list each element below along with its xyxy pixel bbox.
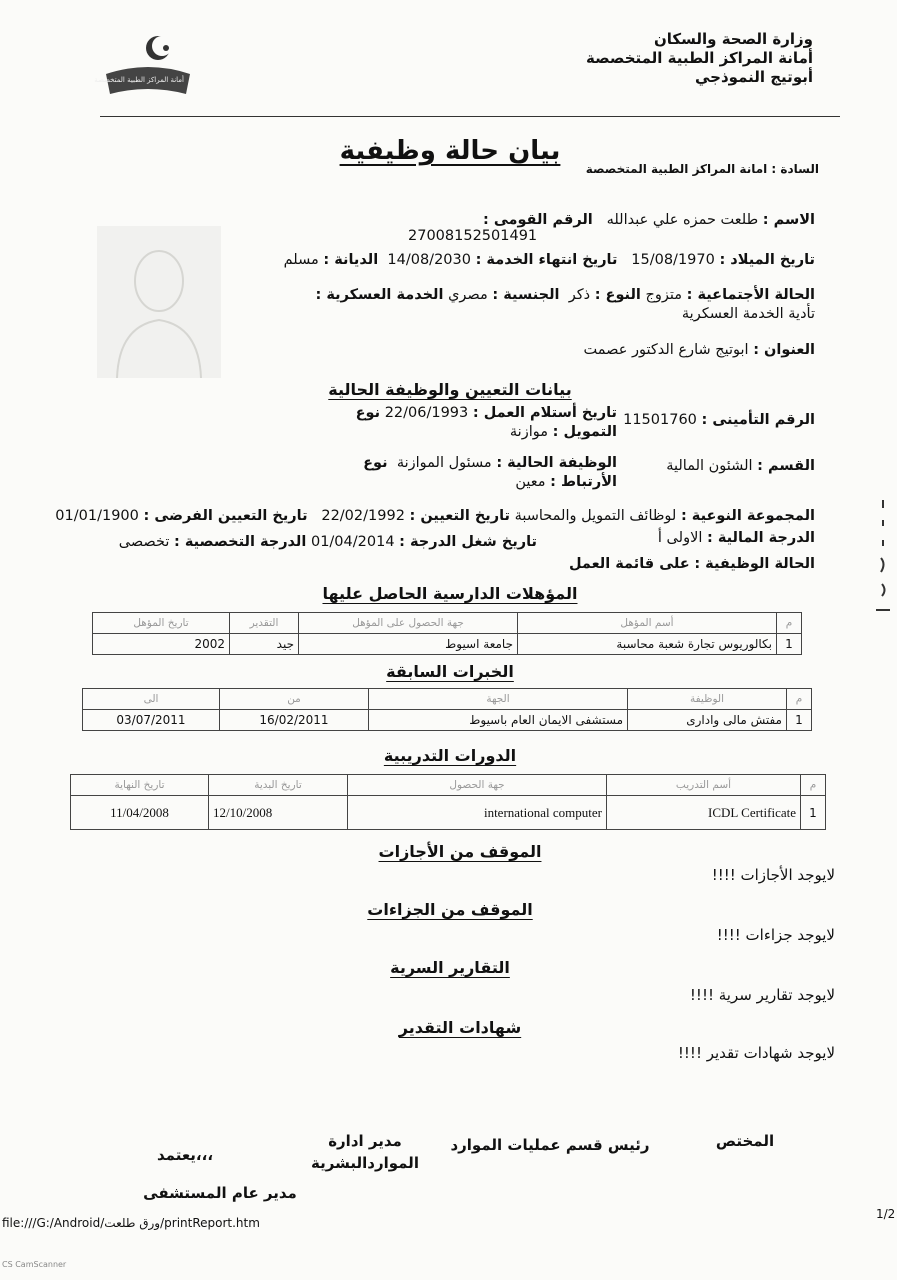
job-status: على قائمة العمل (568, 556, 690, 572)
dept-line (666, 458, 815, 474)
ministry-logo (94, 30, 196, 102)
experience-from: 16/02/2011 (220, 710, 369, 731)
service-end-label: تاريخ انتهاء الخدمة : (475, 252, 618, 268)
grade-line (658, 530, 815, 546)
leaves-title: الموقف من الأجازات (378, 842, 542, 861)
ministry-line: وزارة الصحة والسكان (653, 30, 813, 48)
penalties-title: الموقف من الجزاءات (367, 900, 533, 919)
row-number: 1 (801, 796, 826, 830)
marital-label: الحالة الأجتماعية : (686, 287, 815, 303)
gender: ذكر (568, 287, 591, 303)
hospital-director-signature: مدير عام المستشفى (143, 1184, 297, 1202)
insurance-line (623, 412, 815, 428)
insurance-number: 11501760 (623, 412, 697, 428)
job-group: لوظائف التمويل والمحاسبة (514, 508, 677, 524)
employment-section-title: بيانات التعيين والوظيفة الحالية (328, 380, 572, 399)
department: الشئون المالية (666, 458, 753, 474)
birth-label: تاريخ الميلاد : (719, 252, 815, 268)
leaves-text: لايوجد الأجازات !!!! (711, 866, 835, 884)
grade-date-line (119, 534, 537, 550)
status-label: الحالة الوظيفية : (694, 556, 815, 572)
resources-head-signature: رئيس قسم عمليات الموارد (450, 1136, 650, 1154)
national-id: 27008152501491 (408, 228, 538, 244)
col-header: التقدير (230, 613, 299, 634)
training-title: الدورات التدريبية (383, 746, 517, 765)
crescent-logo-icon (94, 30, 196, 102)
specialist-signature: المختص (715, 1132, 775, 1150)
col-header: أسم المؤهل (518, 613, 777, 634)
funding-label: نوع التمويل : (355, 405, 617, 440)
nationality: مصري (448, 287, 488, 303)
experience-employer: مستشفى الايمان العام باسيوط (369, 710, 628, 731)
specialty-label: الدرجة التخصصية : (174, 534, 307, 550)
table-header-row (83, 689, 812, 710)
handwriting-mark-icon (872, 500, 894, 620)
certificates-text: لايوجد شهادات تقدير !!!! (677, 1044, 835, 1062)
military-label: الخدمة العسكرية : (315, 287, 444, 303)
qualification-date: 2002 (93, 634, 230, 655)
marital-status: متزوج (645, 287, 683, 303)
link-type: معين (515, 474, 546, 490)
name-line (483, 212, 815, 228)
gender-label: النوع : (594, 287, 641, 303)
employee-name: طلعت حمزه علي عبدالله (606, 212, 759, 228)
job-line (317, 454, 617, 492)
table-header-row (71, 775, 826, 796)
religion: مسلم (283, 252, 319, 268)
grade-label: الدرجة المالية : (706, 530, 815, 546)
col-header: تاريخ المؤهل (93, 613, 230, 634)
reports-text: لايوجد تقارير سرية !!!! (689, 986, 835, 1004)
document-title: بيان حالة وظيفية (339, 136, 561, 166)
start-label: تاريخ أستلام العمل : (472, 405, 617, 421)
ministry-header (453, 30, 813, 87)
experience-job: مفتش مالى وادارى (628, 710, 787, 731)
training-provider: international computer (348, 796, 607, 830)
birth-date: 15/08/1970 (631, 252, 715, 268)
hr-manager-line: المواردالبشرية (311, 1154, 419, 1172)
experience-title: الخبرات السابقة (386, 662, 514, 681)
appoint-label: تاريخ التعيين : (409, 508, 510, 524)
hr-manager-line: مدير ادارة (328, 1132, 402, 1150)
financial-grade: الاولى أ (657, 530, 703, 546)
qualifications-title: المؤهلات الدارسية الحاصل عليها (322, 584, 578, 603)
person-silhouette-icon (97, 226, 221, 378)
group-label: المجموعة النوعية : (680, 508, 815, 524)
training-table (70, 774, 826, 830)
military-status: تأدية الخدمة العسكرية (681, 306, 815, 322)
training-start: 12/10/2008 (209, 796, 348, 830)
col-header: جهة الحصول على المؤهل (299, 613, 518, 634)
experience-to: 03/07/2011 (83, 710, 220, 731)
address-label: العنوان : (753, 342, 815, 358)
file-path: file:///G:/Android/ورق طلعت/printReport.htm (2, 1216, 260, 1230)
col-header: من (220, 689, 369, 710)
address-line (584, 342, 815, 358)
page-number: 1/2 (876, 1207, 896, 1221)
reports-title: التقارير السرية (390, 958, 510, 977)
service-end-date: 14/08/2030 (387, 252, 471, 268)
col-header: تاريخ النهاية (71, 775, 209, 796)
grade-date-label: تاريخ شغل الدرجة : (399, 534, 537, 550)
training-end: 11/04/2008 (71, 796, 209, 830)
insurance-label: الرقم التأمينى : (701, 412, 815, 428)
hr-manager-signature (300, 1130, 430, 1174)
appoint-date: 22/02/1992 (321, 508, 405, 524)
scanner-watermark: CS CamScanner (2, 1260, 67, 1269)
address: ابوتيج شارع الدكتور عصمت (583, 342, 749, 358)
table-row (71, 796, 826, 830)
grade-date: 01/04/2014 (310, 534, 395, 550)
table-row (93, 634, 802, 655)
col-header: أسم التدريب (607, 775, 801, 796)
col-header: الوظيفة (628, 689, 787, 710)
margin-handwriting (872, 500, 894, 620)
nationality-label: الجنسية : (492, 287, 560, 303)
name-label: الاسم : (762, 212, 815, 228)
penalties-text: لايوجد جزاءات !!!! (716, 926, 835, 944)
qualification-source: جامعة اسيوط (299, 634, 518, 655)
col-header: الى (83, 689, 220, 710)
ministry-line: أمانة المراكز الطبية المتخصصة (586, 49, 813, 67)
job-label: الوظيفة الحالية : (496, 455, 617, 471)
group-line (55, 508, 815, 524)
certificates-title: شهادات التقدير (398, 1018, 522, 1037)
hypo-date: 01/01/1900 (55, 508, 139, 524)
row-number: 1 (777, 634, 802, 655)
row-number: 1 (787, 710, 812, 731)
current-job: مسئول الموازنة (396, 455, 492, 471)
dept-label: القسم : (757, 458, 815, 474)
experience-table (82, 688, 812, 731)
approval-label: يعتمد،،، (156, 1146, 214, 1164)
col-header: م (777, 613, 802, 634)
ministry-line: أبوتيج النموذجي (694, 68, 813, 86)
start-line (317, 404, 617, 442)
status-line (569, 556, 815, 572)
dates-line (284, 252, 815, 268)
col-header: جهة الحصول (348, 775, 607, 796)
hypo-label: تاريخ التعيين الفرضى : (143, 508, 308, 524)
qualifications-table (92, 612, 802, 655)
logo-caption: أمانة المراكز الطبية المتخصصة (94, 76, 184, 84)
col-header: م (787, 689, 812, 710)
table-row (83, 710, 812, 731)
col-header: الجهة (369, 689, 628, 710)
col-header: تاريخ البدية (209, 775, 348, 796)
national-id-label: الرقم القومى : (482, 212, 593, 228)
table-header-row (93, 613, 802, 634)
social-line (295, 286, 815, 324)
qualification-grade: جيد (230, 634, 299, 655)
specialty-grade: تخصصى (118, 534, 170, 550)
recipient-line: السادة : امانة المراكز الطبية المتخصصة (585, 162, 819, 176)
training-name: ICDL Certificate (607, 796, 801, 830)
funding-type: موازنة (509, 424, 548, 440)
religion-label: الديانة : (323, 252, 379, 268)
employee-photo (97, 226, 221, 378)
start-date: 22/06/1993 (384, 405, 469, 421)
header-divider (100, 116, 840, 117)
link-label: نوع الأرتباط : (363, 455, 617, 490)
qualification-name: بكالوريوس تجارة شعبة محاسبة (518, 634, 777, 655)
col-header: م (801, 775, 826, 796)
